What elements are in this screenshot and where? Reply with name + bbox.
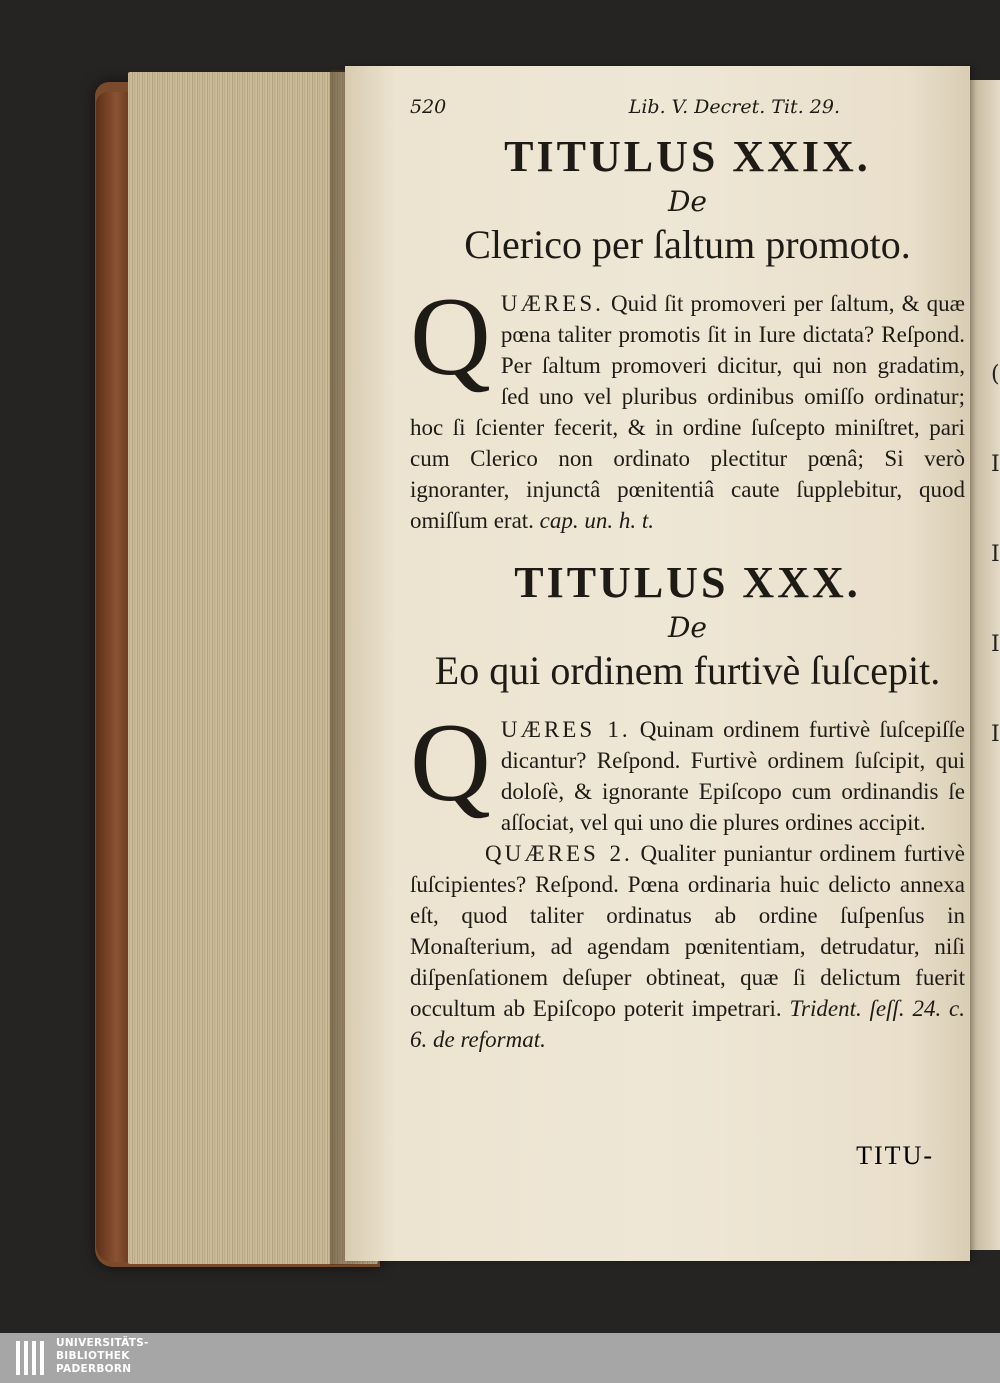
paragraph-xxx-q2: [410, 838, 965, 1055]
section-subtitle-xxix: Clerico per ſaltum promoto.: [464, 222, 911, 267]
lead-word-xxx-q2: QUÆRES 2.: [485, 841, 633, 866]
dropcap-xxix: Q: [410, 275, 491, 399]
section-title-xxix: TITULUS XXIX.: [504, 132, 871, 181]
body-xxix: Quid ſit promoveri per ſaltum, & quæ pœna taliter promotis ſit in Iure dictata? Reſpond. Per ſaltum promoveri dicitur, qui non gradatim, ſed uno vel pluribus ordinibus omiſſo ordinatur; hoc ſi ſcienter fecerit, & in ordine ſuſcepto miniſtret, pari cum Clerico non ordinato plectitur pœnâ; Si verò ignoranter, injunctâ pœnitentiâ caute ſupplebitur, quod omiſſum erat.: [410, 291, 965, 533]
library-columns-logo-icon: [16, 1341, 52, 1375]
section-title-xxx: TITULUS XXX.: [514, 558, 861, 607]
citation-xxix: cap. un. h. t.: [539, 508, 655, 533]
institution-line: UNIVERSITÄTS-: [56, 1337, 149, 1349]
body-xxx-q2: Qualiter puniantur ordinem furtivè ſuſcipientes? Reſpond. Pœna ordinaria huic delicto annexa eſt, quod taliter ordinatus ab ordine ſuſpenſus in Monaſterium, ad agendam pœnitentiam, detrudatur, niſi diſpenſationem deſuper obtineat, quæ ſi delictum fuerit occultum ab Epiſcopo poterit impetrari.: [410, 841, 965, 1021]
catchword: TITU-: [856, 1141, 934, 1170]
book-spine-leather: [96, 92, 130, 1262]
page-number: 520: [410, 96, 447, 118]
body-xxx-q1: Quinam ordinem furtivè ſuſcepiſſe dicantur? Reſpond. Furtivè ordinem ſuſcipit, qui doloſè, & ignorante Epiſcopo cum ordinandis ſe aſſociat, vel qui uno die plures ordines accipit.: [500, 717, 965, 835]
institution-line: BIBLIOTHEK: [56, 1350, 130, 1362]
running-title: Lib. V. Decret. Tit. 29.: [628, 96, 840, 118]
section-de-xxix: De: [667, 185, 708, 218]
dropcap-xxx: Q: [410, 701, 491, 825]
institution-line: PADERBORN: [56, 1363, 132, 1375]
page-text: [410, 96, 965, 1055]
facing-page-letters: ( I I I I: [991, 362, 1000, 747]
running-head: [410, 96, 840, 130]
paragraph-xxx-q1: [410, 701, 965, 838]
paragraph-xxix: [410, 275, 965, 536]
section-subtitle-xxx: Eo qui ordinem furtivè ſuſcepit.: [434, 648, 941, 693]
institution-name: [56, 1337, 149, 1376]
lead-word-xxx: UÆRES 1.: [500, 717, 631, 742]
library-footer: [0, 1333, 1000, 1383]
lead-word-xxix: UÆRES.: [500, 291, 604, 316]
section-de-xxx: De: [667, 611, 708, 644]
citation-xxx-q2: Trident. ſeſſ. 24. c. 6. de reformat.: [410, 996, 966, 1052]
